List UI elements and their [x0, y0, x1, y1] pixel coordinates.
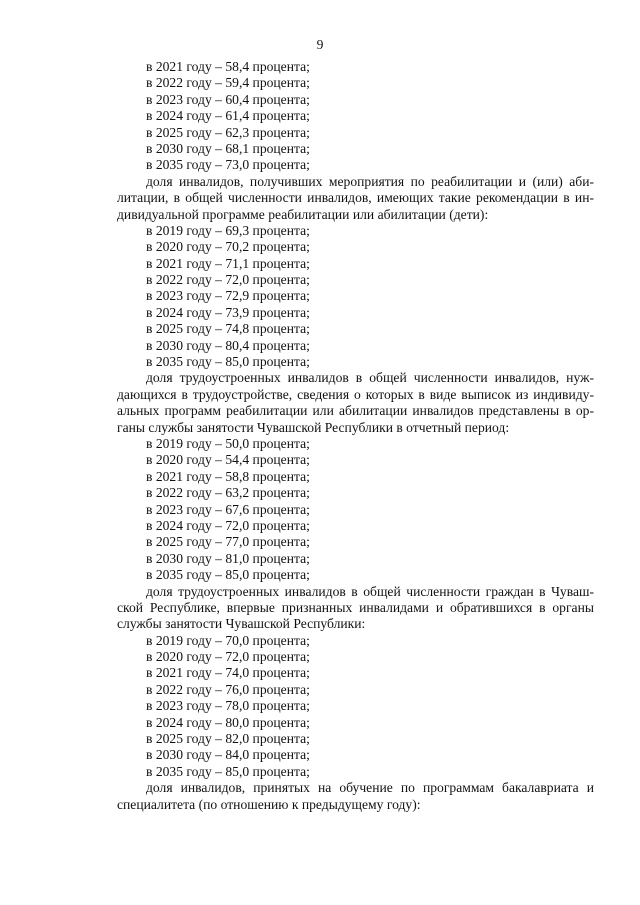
list-item: в 2030 году – 68,1 процента; [146, 140, 310, 156]
list-item: в 2021 году – 58,8 процента; [146, 468, 310, 484]
paragraph-line: доля инвалидов, получивших мероприятия по реабилитации и (или) аби- [146, 173, 594, 189]
list-item: в 2023 году – 72,9 процента; [146, 288, 310, 304]
paragraph-line: доля трудоустроенных инвалидов в общей численности инвалидов, нуж- [146, 370, 594, 386]
list-item: в 2022 году – 63,2 процента; [146, 485, 310, 501]
list-item: в 2019 году – 70,0 процента; [146, 632, 310, 648]
list-item: в 2030 году – 81,0 процента; [146, 550, 310, 566]
list-item: в 2024 году – 80,0 процента; [146, 714, 310, 730]
list-item: в 2024 году – 61,4 процента; [146, 108, 310, 124]
paragraph-line: литации, в общей численности инвалидов, имеющих такие рекомендации в ин- [117, 190, 594, 206]
year-value-list [117, 223, 594, 371]
list-item: в 2035 году – 73,0 процента; [146, 157, 310, 173]
indicator-paragraph [117, 584, 594, 633]
page-number: 9 [316, 37, 324, 52]
list-item: в 2021 году – 58,4 процента; [146, 59, 310, 74]
year-value-list [117, 59, 594, 174]
paragraph-line: альных программ реабилитации или абилитации инвалидов представлены в ор- [117, 403, 594, 419]
list-item: в 2019 году – 50,0 процента; [146, 435, 310, 451]
list-item: в 2023 году – 60,4 процента; [146, 91, 310, 107]
list-item: в 2022 году – 72,0 процента; [146, 272, 310, 288]
paragraph-line: доля трудоустроенных инвалидов в общей численности граждан в Чуваш- [146, 583, 594, 599]
indicator-paragraph [117, 780, 594, 813]
list-item: в 2025 году – 62,3 процента; [146, 124, 310, 140]
list-item: в 2020 году – 70,2 процента; [146, 239, 310, 255]
list-item: в 2023 году – 67,6 процента; [146, 501, 310, 517]
list-item: в 2021 году – 71,1 процента; [146, 255, 310, 271]
list-item: в 2024 году – 73,9 процента; [146, 304, 310, 320]
list-item: в 2020 году – 72,0 процента; [146, 649, 310, 665]
list-item: в 2035 году – 85,0 процента; [146, 763, 310, 779]
year-value-list [117, 436, 594, 584]
list-item: в 2025 году – 77,0 процента; [146, 534, 310, 550]
indicator-paragraph [117, 174, 594, 223]
year-value-list [117, 633, 594, 781]
paragraph-line: дающихся в трудоустройстве, сведения о которых в виде выписок из индивиду- [117, 386, 594, 402]
list-item: в 2021 году – 74,0 процента; [146, 665, 310, 681]
list-item: в 2030 году – 80,4 процента; [146, 337, 310, 353]
paragraph-line: службы занятости Чувашской Республики: [117, 616, 366, 632]
list-item: в 2025 году – 82,0 процента; [146, 731, 310, 747]
paragraph-line: ской Республике, впервые признанных инвалидами и обратившихся в органы [117, 599, 594, 615]
list-item: в 2019 году – 69,3 процента; [146, 222, 310, 238]
list-item: в 2022 году – 76,0 процента; [146, 681, 310, 697]
paragraph-line: специалитета (по отношению к предыдущему году): [117, 796, 421, 812]
document-body [117, 59, 594, 813]
list-item: в 2022 году – 59,4 процента; [146, 75, 310, 91]
list-item: в 2024 году – 72,0 процента; [146, 517, 310, 533]
paragraph-line: ганы службы занятости Чувашской Республики в отчетный период: [117, 419, 510, 435]
list-item: в 2020 году – 54,4 процента; [146, 452, 310, 468]
list-item: в 2030 году – 84,0 процента; [146, 747, 310, 763]
list-item: в 2035 году – 85,0 процента; [146, 354, 310, 370]
paragraph-line: доля инвалидов, принятых на обучение по программам бакалавриата и [146, 780, 594, 796]
paragraph-line: дивидуальной программе реабилитации или абилитации (дети): [117, 206, 489, 222]
list-item: в 2025 году – 74,8 процента; [146, 321, 310, 337]
list-item: в 2035 году – 85,0 процента; [146, 567, 310, 583]
list-item: в 2023 году – 78,0 процента; [146, 698, 310, 714]
indicator-paragraph [117, 370, 594, 436]
